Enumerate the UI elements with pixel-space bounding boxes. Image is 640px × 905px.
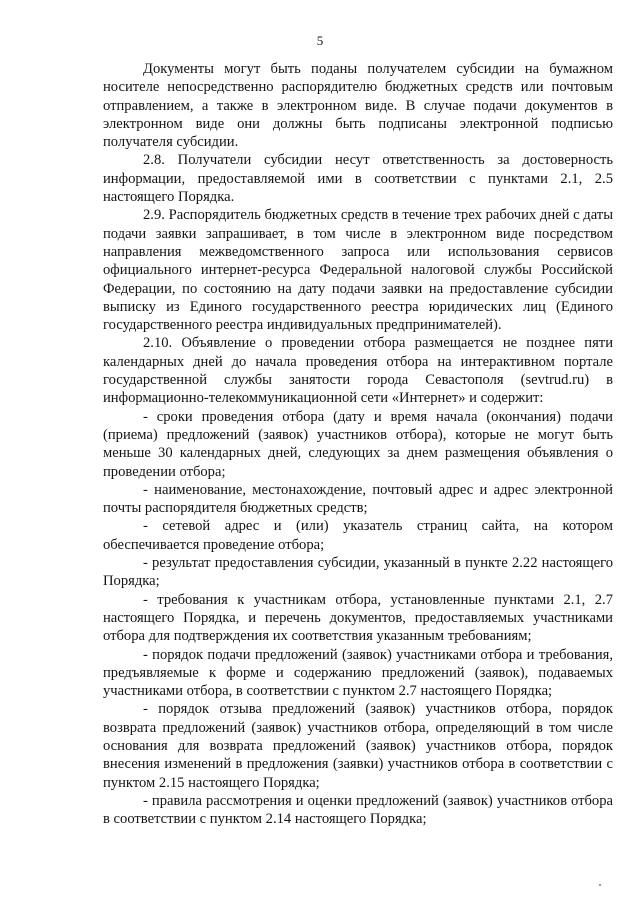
- paragraph-2-10: 2.10. Объявление о проведении отбора размещается не позднее пяти календарных дней до начала проведения отбора на интерактивном портале государственной службы занятости города Севастополя (sevtrud.ru) в информационно-телекоммуникационной сети «Интернет» и содержит:: [103, 335, 613, 407]
- paragraph-2-8: 2.8. Получатели субсидии несут ответственность за достоверность информации, предоставляемой ими в соответствии с пунктами 2.1, 2.5 настоящего Порядка.: [103, 152, 613, 206]
- list-item-selection-terms: - сроки проведения отбора (дату и время начала (окончания) подачи (приема) предложений (заявок) участников отбора), которые не могут быть меньше 30 календарных дней, следующих за днем размещения объявления о проведении отбора;: [103, 408, 613, 480]
- list-item-organizer-address: - наименование, местонахождение, почтовый адрес и адрес электронной почты распорядителя бюджетных средств;: [103, 481, 613, 517]
- list-item-withdrawal-procedure: - порядок отзыва предложений (заявок) участников отбора, порядок возврата предложений (заявок) участников отбора, определяющий в том числе основания для возврата предложений (заявок) участников отбора, порядок внесения изменений в предложения (заявки) участников отбора в соответствии с пунктом 2.15 настоящего Порядка;: [103, 701, 613, 791]
- scan-dot: [599, 884, 601, 886]
- page-number: 5: [316, 33, 324, 48]
- list-item-application-procedure: - порядок подачи предложений (заявок) участниками отбора и требования, предъявляемые к форме и содержанию предложений (заявок), подаваемых участниками отбора, в соответствии с пунктом 2.7 настоящего Порядка;: [103, 646, 613, 700]
- paragraph-2-9: 2.9. Распорядитель бюджетных средств в течение трех рабочих дней с даты подачи заявки запрашивает, в том числе в электронном виде посредством направления межведомственного запроса или использования сервисов официального интернет-ресурса Федеральной налоговой службы Российской Федерации, по состоянию на дату подачи заявки на предоставление субсидии выписку из Единого государственного реестра юридических лиц (Единого государственного реестра индивидуальных предпринимателей).: [103, 207, 613, 334]
- list-item-subsidy-result: - результат предоставления субсидии, указанный в пункте 2.22 настоящего Порядка;: [103, 555, 613, 590]
- paragraph-documents-submission: Документы могут быть поданы получателем субсидии на бумажном носителе непосредственно распорядителю бюджетных средств или почтовым отправлением, а также в электронном виде. В случае подачи документов в электронном виде они должны быть подписаны электронной подписью получателя субсидии.: [103, 61, 613, 151]
- list-item-evaluation-rules: - правила рассмотрения и оценки предложений (заявок) участников отбора в соответствии с пунктом 2.14 настоящего Порядка;: [103, 792, 613, 828]
- list-item-participant-requirements: - требования к участникам отбора, установленные пунктами 2.1, 2.7 настоящего Порядка, и перечень документов, предоставляемых участниками отбора для подтверждения их соответствия указанным требованиям;: [103, 591, 613, 645]
- document-body: [103, 60, 613, 828]
- list-item-website-address: - сетевой адрес и (или) указатель страниц сайта, на котором обеспечивается проведение отбора;: [103, 518, 613, 553]
